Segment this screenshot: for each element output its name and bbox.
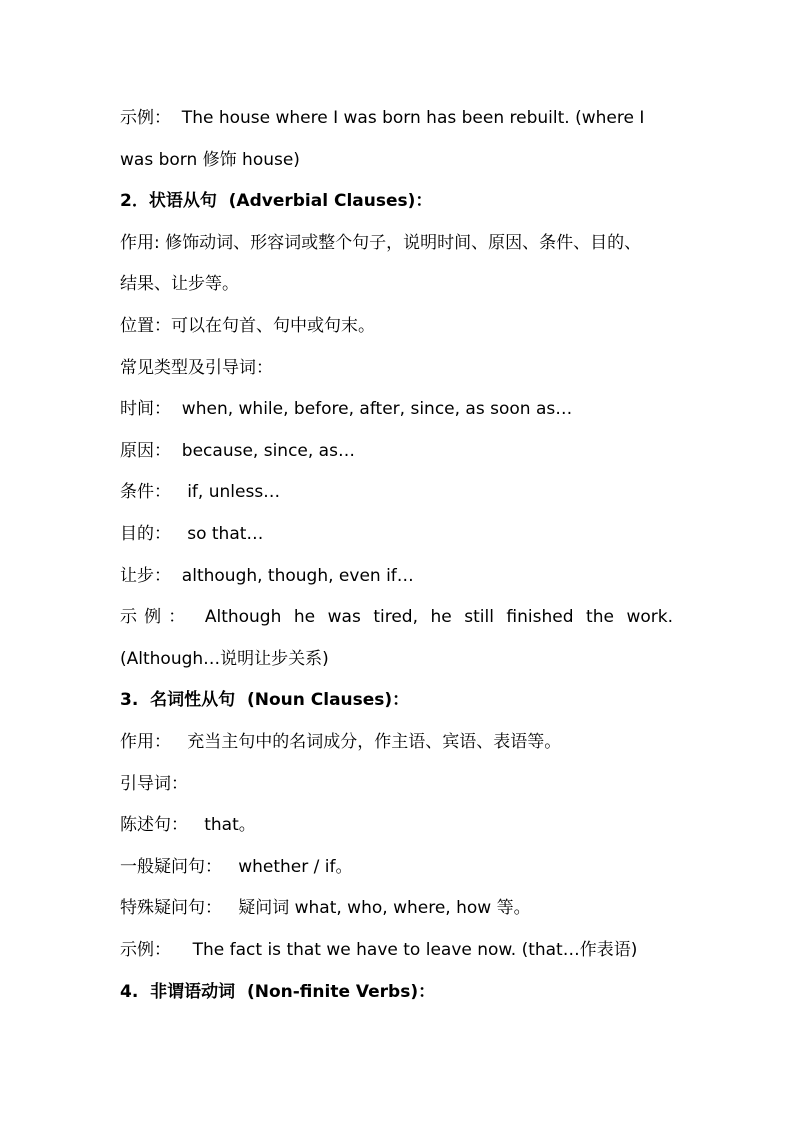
example-adverbial-line1: 示例： Although he was tired, he still finished the work.	[120, 607, 673, 627]
adverbial-time-item: 时间： when, while, before, after, since, as soon as…	[120, 399, 573, 419]
noun-clause-function-text: 作用： 充当主句中的名词成分，作主语、宾语、表语等。	[120, 732, 562, 752]
adverbial-reason-item: 原因： because, since, as…	[120, 441, 355, 461]
adverbial-types-label: 常见类型及引导词：	[120, 358, 273, 378]
example-noun-clause-text: 示例： The fact is that we have to leave now. (that…作表语)	[120, 940, 638, 960]
example-adverbial-line2: (Although…说明让步关系)	[120, 649, 329, 669]
adverbial-function-line2: 结果、让步等。	[120, 274, 239, 294]
adverbial-purpose-item: 目的： so that…	[120, 524, 264, 544]
example-relative-clause-line1: 示例： The house where I was born has been rebuilt. (where I	[120, 108, 645, 128]
noun-clause-yes-no-item: 一般疑问句： whether / if。	[120, 857, 353, 877]
noun-clause-declarative-item: 陈述句： that。	[120, 815, 256, 835]
adverbial-concession-item: 让步： although, though, even if…	[120, 566, 414, 586]
noun-clause-introducers-label: 引导词：	[120, 774, 188, 794]
example-relative-clause-line2: was born 修饰 house)	[120, 150, 300, 170]
adverbial-condition-item: 条件： if, unless…	[120, 482, 281, 502]
adverbial-position-text: 位置：可以在句首、句中或句末。	[120, 316, 375, 336]
noun-clause-wh-question-item: 特殊疑问句： 疑问词 what, who, where, how 等。	[120, 898, 531, 918]
adverbial-function-line1: 作用: 修饰动词、形容词或整个句子，说明时间、原因、条件、目的、	[120, 233, 642, 253]
section-heading-noun-clauses: 3. 名词性从句 (Noun Clauses)：	[120, 690, 410, 710]
section-heading-non-finite-verbs: 4. 非谓语动词 (Non-finite Verbs)：	[120, 982, 436, 1002]
section-heading-adverbial-clauses: 2．状语从句 (Adverbial Clauses)：	[120, 191, 433, 211]
